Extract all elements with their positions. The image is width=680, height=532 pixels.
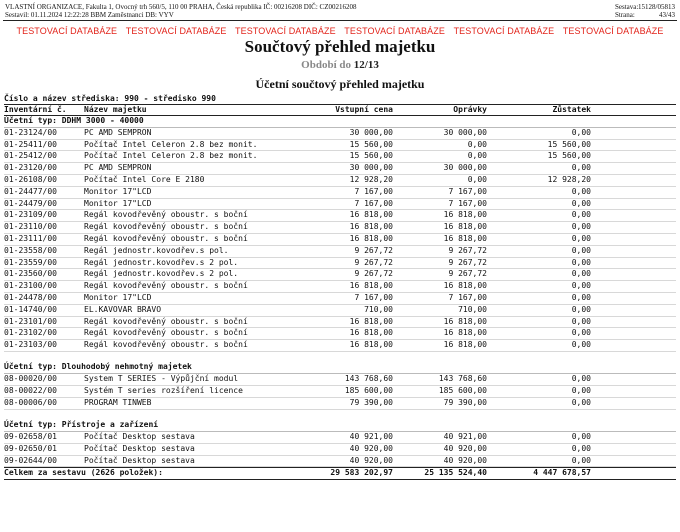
inventory-number: 01-14740/00 [4,304,57,314]
group-header-row [4,116,676,128]
header-divider [3,20,677,21]
inventory-number: 08-00006/00 [4,397,57,407]
entry-price: 9 267,72 [354,245,393,255]
table-row [4,398,676,410]
table-row [4,340,676,352]
table-row [4,258,676,270]
depreciation: 16 818,00 [443,340,487,350]
group-header-row [4,362,676,374]
asset-name: Monitor 17"LCD [84,198,152,208]
depreciation: 9 267,72 [448,257,487,267]
inventory-number: 01-23110/00 [4,222,57,232]
entry-price: 12 928,20 [349,174,393,184]
remaining-value: 0,00 [571,233,591,243]
group-label: Účetní typ: Dlouhodobý nehmotný majetek [4,362,192,372]
entry-price: 16 818,00 [349,340,393,350]
test-database-watermark [0,26,680,36]
remaining-value: 0,00 [571,386,591,396]
remaining-value: 0,00 [571,316,591,326]
inventory-number: 01-23102/00 [4,328,57,338]
table-row [4,175,676,187]
cost-center-line: Číslo a název střediska: 990 - středisko 990 [4,94,216,103]
table-row [4,128,676,140]
remaining-value: 0,00 [571,455,591,465]
table-row [4,386,676,398]
table-row [4,281,676,293]
asset-name: Počítač Intel Celeron 2.8 bez monit. [84,151,258,161]
depreciation: 16 818,00 [443,281,487,291]
report-subtitle: Účetní součtový přehled majetku [255,77,425,91]
table-row [4,246,676,258]
inventory-number: 08-00020/00 [4,374,57,384]
table-row [4,444,676,456]
asset-table [4,104,676,480]
inventory-number: 01-24479/00 [4,198,57,208]
asset-name: Počítač Desktop sestava [84,443,195,453]
asset-name: Počítač Intel Celeron 2.8 bez monit. [84,139,258,149]
entry-price: 40 921,00 [349,431,393,441]
depreciation: 79 390,00 [443,397,487,407]
depreciation: 40 920,00 [443,443,487,453]
inventory-number: 01-23111/00 [4,233,57,243]
entry-price: 30 000,00 [349,127,393,137]
entry-price: 40 920,00 [349,443,393,453]
col-header-name: Název majetku [84,105,147,114]
remaining-value: 0,00 [571,443,591,453]
entry-price: 16 818,00 [349,281,393,291]
inventory-number: 01-23559/00 [4,257,57,267]
table-row [4,305,676,317]
asset-name: Regál jednostr.kovodřev.s 2 pol. [84,257,239,267]
asset-name: PC AMD SEMPRON [84,127,152,137]
table-row [4,140,676,152]
col-header-depreciation: Oprávky [453,105,487,114]
asset-name: System T SERIES - Výpůjční modul [84,374,239,384]
inventory-number: 09-02658/01 [4,431,57,441]
depreciation: 9 267,72 [448,245,487,255]
remaining-value: 0,00 [571,163,591,173]
table-row [4,199,676,211]
assembly-label: Sestava: [615,3,639,11]
entry-price: 143 768,60 [344,374,393,384]
col-header-remaining: Zůstatek [552,105,591,114]
entry-price: 16 818,00 [349,210,393,220]
entry-price: 9 267,72 [354,269,393,279]
remaining-value: 15 560,00 [547,139,591,149]
asset-name: Regál kovodřevěný oboustr. s boční [84,340,248,350]
depreciation: 16 818,00 [443,210,487,220]
depreciation: 30 000,00 [443,163,487,173]
asset-name: Regál kovodřevěný oboustr. s boční [84,328,248,338]
asset-name: Regál jednostr.kovodřev.s 2 pol. [84,269,239,279]
table-row [4,269,676,281]
remaining-value: 0,00 [571,222,591,232]
asset-name: Počítač Desktop sestava [84,455,195,465]
remaining-value: 0,00 [571,245,591,255]
asset-name: Regál kovodřevěný oboustr. s boční [84,210,248,220]
remaining-value: 0,00 [571,186,591,196]
entry-price: 710,00 [364,304,393,314]
depreciation: 16 818,00 [443,316,487,326]
inventory-number: 01-23103/00 [4,340,57,350]
inventory-number: 01-23100/00 [4,281,57,291]
remaining-value: 0,00 [571,257,591,267]
col-header-inventory: Inventární č. [4,105,67,114]
entry-price: 15 560,00 [349,151,393,161]
remaining-value: 0,00 [571,210,591,220]
depreciation: 0,00 [467,174,487,184]
asset-name: Regál jednostr.kovodřev.s pol. [84,245,229,255]
asset-name: Systém T series rozšíření licence [84,386,243,396]
table-row [4,328,676,340]
spacer-row [4,352,676,363]
remaining-value: 0,00 [571,397,591,407]
entry-price: 16 818,00 [349,328,393,338]
entry-price: 79 390,00 [349,397,393,407]
depreciation: 143 768,60 [438,374,487,384]
assembly-value: 15128/05813 [638,3,675,11]
remaining-value: 0,00 [571,328,591,338]
inventory-number: 01-23558/00 [4,245,57,255]
entry-price: 30 000,00 [349,163,393,173]
asset-name: Monitor 17"LCD [84,186,152,196]
depreciation: 40 921,00 [443,431,487,441]
spacer-row [4,410,676,421]
depreciation: 16 818,00 [443,328,487,338]
remaining-value: 12 928,20 [547,174,591,184]
depreciation: 7 167,00 [448,292,487,302]
page-value: 43/43 [659,11,675,19]
asset-name: EL.KAVOVAR BRAVO [84,304,162,314]
inventory-number: 01-25411/00 [4,139,57,149]
entry-price: 40 920,00 [349,455,393,465]
asset-name: Regál kovodřevěný oboustr. s boční [84,316,248,326]
group-label: Účetní typ: DDHM 3000 - 40000 [4,116,144,125]
group-label: Účetní typ: Přístroje a zařízení [4,420,159,430]
table-row [4,374,676,386]
table-row [4,234,676,246]
col-header-price: Vstupní cena [335,105,393,114]
entry-price: 9 267,72 [354,257,393,267]
inventory-number: 01-23124/00 [4,127,57,137]
watermark-text: TESTOVACÍ DATABÁZE [562,26,664,36]
period-label: Období do [301,59,352,71]
total-price: 29 583 202,97 [330,468,393,478]
report-title: Součtový přehled majetku [244,37,436,56]
period-value: 12/13 [353,59,379,71]
depreciation: 30 000,00 [443,127,487,137]
remaining-value: 0,00 [571,198,591,208]
inventory-number: 01-24478/00 [4,292,57,302]
total-remaining: 4 447 678,57 [533,468,591,478]
column-header-row [4,104,676,116]
asset-name: Monitor 17"LCD [84,292,152,302]
table-row [4,187,676,199]
inventory-number: 01-23101/00 [4,316,57,326]
entry-price: 7 167,00 [354,292,393,302]
remaining-value: 0,00 [571,281,591,291]
watermark-text: TESTOVACÍ DATABÁZE [125,26,227,36]
entry-price: 15 560,00 [349,139,393,149]
table-row [4,210,676,222]
table-row [4,151,676,163]
depreciation: 9 267,72 [448,269,487,279]
watermark-text: TESTOVACÍ DATABÁZE [453,26,555,36]
table-row [4,432,676,444]
table-row [4,293,676,305]
remaining-value: 0,00 [571,269,591,279]
compiled-line: Sestavil: 01.11.2024 12:22:28 BBM Zaměstnanci DB: VYV [5,11,174,19]
asset-name: Regál kovodřevěný oboustr. s boční [84,281,248,291]
depreciation: 16 818,00 [443,222,487,232]
depreciation: 0,00 [467,139,487,149]
watermark-text: TESTOVACÍ DATABÁZE [16,26,118,36]
asset-name: PROGRAM TINWEB [84,397,152,407]
asset-name: PC AMD SEMPRON [84,163,152,173]
entry-price: 16 818,00 [349,222,393,232]
depreciation: 0,00 [467,151,487,161]
remaining-value: 0,00 [571,340,591,350]
inventory-number: 01-24477/00 [4,186,57,196]
report-period [0,59,680,72]
depreciation: 40 920,00 [443,455,487,465]
asset-name: Regál kovodřevěný oboustr. s boční [84,222,248,232]
inventory-number: 09-02650/01 [4,443,57,453]
depreciation: 16 818,00 [443,233,487,243]
entry-price: 7 167,00 [354,186,393,196]
inventory-number: 01-26108/00 [4,174,57,184]
asset-name: Regál kovodřevěný oboustr. s boční [84,233,248,243]
entry-price: 7 167,00 [354,198,393,208]
depreciation: 710,00 [458,304,487,314]
entry-price: 16 818,00 [349,316,393,326]
table-row [4,317,676,329]
inventory-number: 01-25412/00 [4,151,57,161]
inventory-number: 01-23109/00 [4,210,57,220]
entry-price: 16 818,00 [349,233,393,243]
depreciation: 7 167,00 [448,186,487,196]
inventory-number: 09-02644/00 [4,455,57,465]
remaining-value: 0,00 [571,374,591,384]
remaining-value: 0,00 [571,292,591,302]
inventory-number: 01-23560/00 [4,269,57,279]
table-row [4,456,676,468]
table-body [4,116,676,467]
inventory-number: 01-23120/00 [4,163,57,173]
total-row [4,467,676,480]
asset-name: Počítač Intel Core E 2180 [84,174,205,184]
watermark-text: TESTOVACÍ DATABÁZE [235,26,336,36]
group-header-row [4,420,676,432]
asset-name: Počítač Desktop sestava [84,431,195,441]
total-depreciation: 25 135 524,40 [424,468,487,478]
table-row [4,222,676,234]
page-label: Strana: [615,11,635,19]
remaining-value: 0,00 [571,431,591,441]
depreciation: 185 600,00 [438,386,487,396]
remaining-value: 0,00 [571,304,591,314]
table-row [4,163,676,175]
depreciation: 7 167,00 [448,198,487,208]
watermark-text: TESTOVACÍ DATABÁZE [344,26,445,36]
entry-price: 185 600,00 [344,386,393,396]
inventory-number: 08-00022/00 [4,386,57,396]
total-label: Celkem za sestavu (2626 položek): [4,468,163,478]
remaining-value: 15 560,00 [547,151,591,161]
organization-line: VLASTNÍ ORGANIZACE, Fakulta 1, Ovocný trh 560/5, 110 00 PRAHA, Česká republika IČ: 00216208 DIČ: CZ00216208 [5,3,357,11]
remaining-value: 0,00 [571,127,591,137]
